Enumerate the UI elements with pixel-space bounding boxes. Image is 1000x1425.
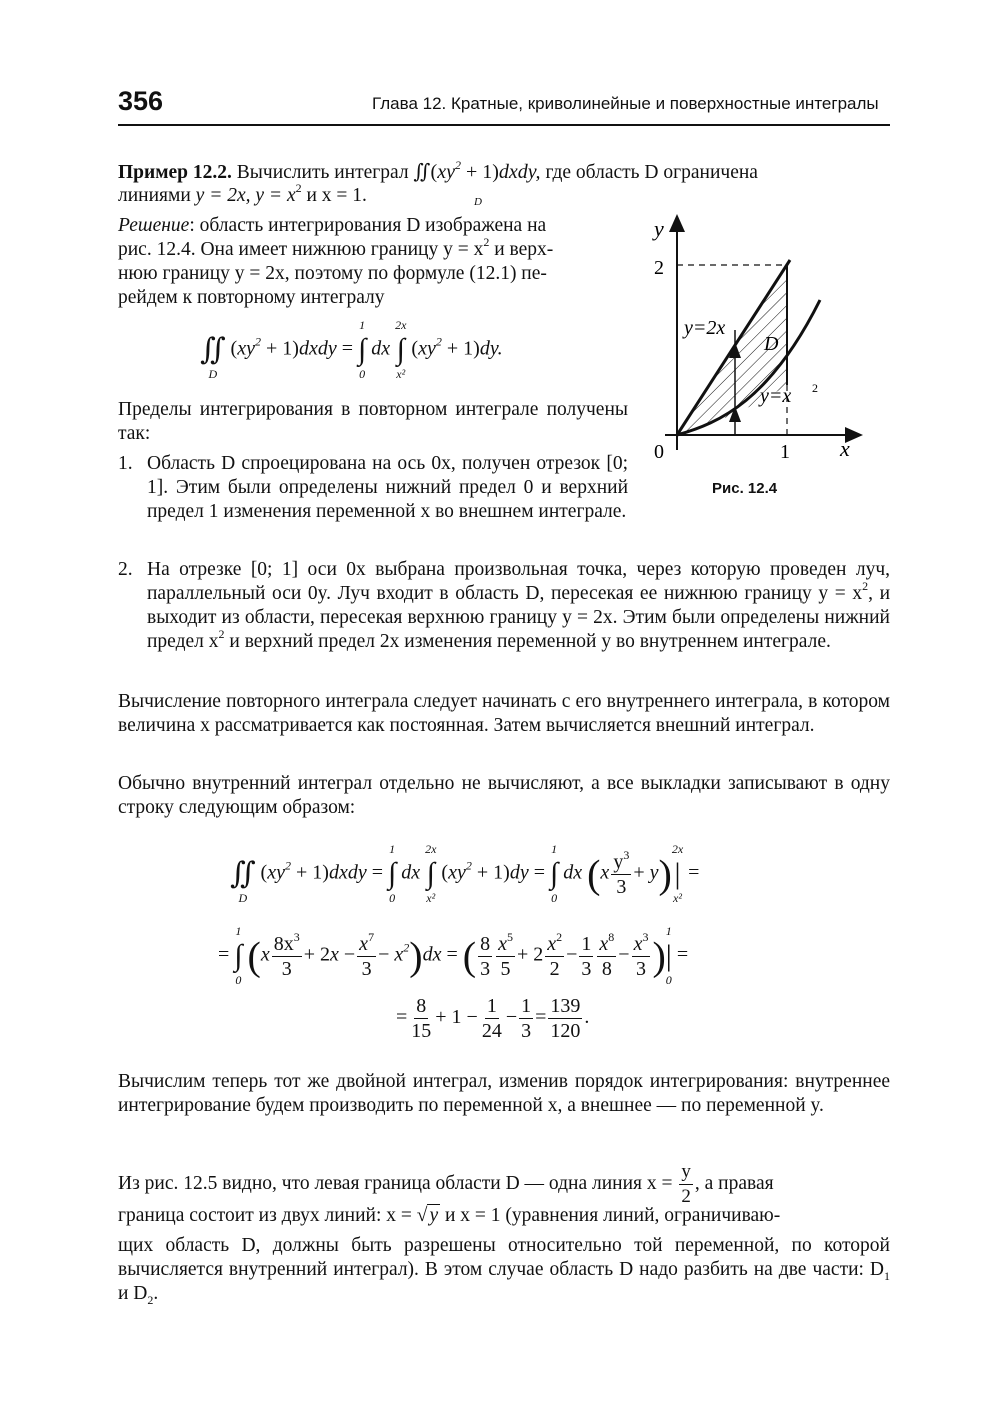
running-head: Глава 12. Кратные, криволинейные и поверхностные интегралы <box>372 94 879 113</box>
list-item-2: 2. На отрезке [0; 1] оси 0x выбрана произвольная точка, через которую проведен луч, параллельный оси 0y. Луч входит в область D, пересекая ее нижнюю границу $y = x^2$, и выходит из области, пересекая верхнюю границу y = 2x. Этим были определены нижний предел $x^2$ и верхний предел 2x изменения переменной y во внутреннем интеграле. <box>118 559 891 652</box>
axis-x-label: x <box>840 436 850 461</box>
paragraph-inner-first: Вычисление повторного интеграла следует начинать с его внутреннего интеграла, в котором величина x рассматривается как постоянная. Затем вычисляется внешний интеграл. <box>118 691 890 736</box>
paragraph-fig-12-5-line1: Из рис. 12.5 видно, что левая граница области D — одна линия x = $\frac{y}{2}$ , а правая <box>118 1161 774 1207</box>
equation-line-1: ∬ D ($xy^2$ + 1)dxdy = 1 ∫ 0 dx 2x ∫ x² $(xy^2 + 1)dy$ = 1 ∫ 0 dx (x $\frac{y^3}{3}$ + y) 2x | x² = <box>230 842 700 905</box>
paragraph-fig-12-5-rest: щих область D, должны быть разрешены относительно той переменной, по которой вычисляется внутренний интеграл). В этом случае область D надо разбить на две части: $D_1$ и $D_2$. <box>118 1235 890 1307</box>
region-sub-d: D <box>474 196 482 208</box>
list-item-1: 1. Область D спроецирована на ось 0x, получен отрезок [0; 1]. Этим были определены нижний предел 0 и верхний предел 1 изменения переменной x во внешнем интеграле. <box>118 453 628 522</box>
paragraph-change-order: Вычислим теперь тот же двойной интеграл, изменив порядок интегрирования: внутреннее интегрирование будем производить по переменной x, а внешнее — по переменной y. <box>118 1071 890 1116</box>
solution-text: Решение: область интегрирования D изображена на рис. 12.4. Она имеет нижнюю границу $y = x^2$ и верх- нюю границу y = 2x, поэтому по формуле (12.1) пе- рейдем к повторному интегралу <box>118 215 554 308</box>
page-number: 356 <box>118 86 164 116</box>
paragraph-one-line: Обычно внутренний интеграл отдельно не вычисляют, а все выкладки записывают в одну строку следующим образом: <box>118 773 890 818</box>
sqrt-icon: √ y <box>416 1205 439 1226</box>
header-rule <box>118 124 890 126</box>
example-title: Пример 12.2. <box>118 162 232 183</box>
label-y-2x: y=2x <box>684 317 726 339</box>
label-region-d: D <box>764 333 779 355</box>
figure-caption: Рис. 12.4 <box>712 480 778 497</box>
tick-1: 1 <box>780 441 790 463</box>
paragraph-fig-12-5-line2: граница состоит из двух линий: x = √ y и x = 1 (уравнения линий, ограничиваю- <box>118 1205 781 1226</box>
limits-intro: Пределы интегрирования в повторном интеграле получены так: <box>118 399 628 444</box>
equation-iterated: ∬ D ($xy^2$ + 1)dxdy = 1 ∫ 0 dx 2x ∫ x² $(xy^2 + 1)dy$. <box>200 318 503 381</box>
label-y-x2: y=x <box>760 385 792 407</box>
integral-inline: $∬(xy^2$ + 1)dxdy, <box>413 158 541 183</box>
label-y-x2-exp: 2 <box>812 381 818 395</box>
axis-y-label: y <box>654 216 664 241</box>
equation-line-2: = 1 ∫ 0 (x $\frac{8x^3}{3}$ + 2x − $\frac{x^7}{3}$ − $x^2)dx$ = ( $\frac{8}{3}$ $\frac{x^5}{5}$ + 2 $\frac{x^2}{2}$ − $\frac{1}{3}$ $\frac{x^8}{8}$ − $\frac{x^3}{3}$ ) 1 | 0 = <box>218 924 689 987</box>
tick-2: 2 <box>654 257 664 279</box>
figure-12-4 <box>640 210 880 470</box>
example-conditions: линиями y = 2x, $y = x^2$ и x = 1. <box>118 181 367 206</box>
equation-line-3: = $\frac{8}{15}$ + 1 − $\frac{1}{24}$ − $\frac{1}{3}$ = $\frac{139}{120}$ . <box>396 995 590 1042</box>
example-statement: Пример 12.2. Вычислить интеграл $∬(xy^2$ + 1)dxdy, где область D ограничена <box>118 158 758 183</box>
origin-label: 0 <box>654 441 664 463</box>
